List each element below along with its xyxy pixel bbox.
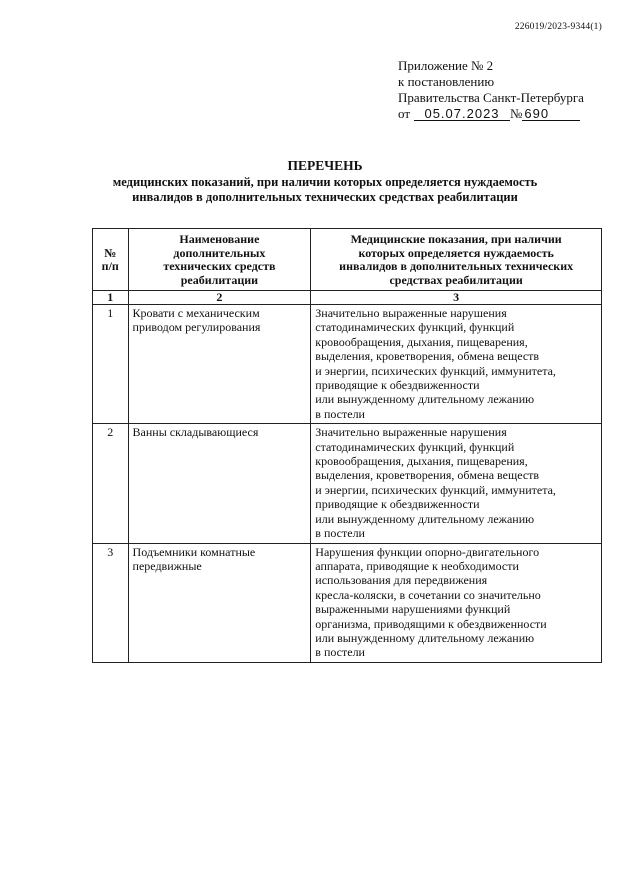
number-label: № [510, 106, 523, 121]
indication-line: приводящие к обездвиженности [315, 497, 480, 512]
indication-line: в постели [315, 645, 365, 660]
header-name-line: технических средств [163, 259, 276, 273]
row-number: 3 [93, 543, 129, 662]
aid-name-line: передвижные [132, 558, 202, 573]
indication-line: кресла-коляски, в сочетании со значительно [315, 587, 541, 602]
aid-name [128, 305, 311, 424]
aid-name-line: Ванны складывающиеся [132, 425, 259, 440]
indication-line: приводящие к обездвиженности [315, 378, 480, 393]
indication-line: Значительно выраженные нарушения [315, 425, 507, 440]
indication-line: Нарушения функции опорно-двигательного [315, 544, 540, 559]
aid-name-line: Кровати с механическим [132, 306, 260, 320]
document-number: 226019/2023-9344(1) [514, 22, 602, 32]
indication-line: кровообращения, дыхания, пищеварения, [315, 454, 528, 469]
indication-line: аппарата, приводящие к необходимости [315, 558, 519, 573]
indication-line: выделения, кроветворения, обмена веществ [315, 468, 540, 483]
header-name-line: реабилитации [180, 272, 259, 287]
indication-line: или вынужденному длительному лежанию [315, 392, 535, 407]
indication-line: использования для передвижения [315, 573, 488, 588]
appendix-date-line [398, 106, 598, 122]
title-main: ПЕРЕЧЕНЬ [287, 158, 363, 173]
header-number-line: № [104, 245, 117, 260]
indication-line: организма, приводящими к обездвиженности [315, 616, 547, 631]
header-indications-line: Медицинские показания, при наличии [350, 232, 562, 246]
appendix-line-2: к постановлению [398, 74, 495, 89]
appendix-line-1: Приложение № 2 [398, 58, 494, 73]
indication-line: Значительно выраженные нарушения [315, 306, 507, 320]
indication-line: или вынужденному длительному лежанию [315, 630, 535, 645]
column-number-row [93, 291, 602, 305]
medical-indications [311, 305, 602, 424]
appendix-line-3: Правительства Санкт-Петербурга [398, 90, 584, 105]
aid-name-line: Подъемники комнатные [132, 544, 256, 559]
table-row [93, 305, 602, 424]
document-title [90, 158, 560, 205]
from-label: от [398, 106, 411, 121]
indication-line: статодинамических функций, функций [315, 439, 515, 454]
indication-line: статодинамических функций, функций [315, 320, 515, 335]
table-row [93, 424, 602, 543]
indication-line: выраженными нарушениями функций [315, 602, 511, 617]
aid-name-line: приводом регулирования [132, 320, 261, 335]
medical-indications [311, 424, 602, 543]
header-number-line: п/п [101, 259, 119, 273]
indication-line: выделения, кроветворения, обмена веществ [315, 349, 540, 364]
column-number: 1 [93, 291, 129, 305]
aid-name [128, 543, 311, 662]
indications-table [92, 228, 602, 663]
row-number: 2 [93, 424, 129, 543]
header-name [128, 229, 311, 291]
indication-line: кровообращения, дыхания, пищеварения, [315, 334, 528, 349]
aid-name [128, 424, 311, 543]
header-name-line: дополнительных [173, 245, 266, 260]
title-line-1: медицинских показаний, при наличии которых определяется нуждаемость [112, 175, 538, 189]
decree-date: 05.07.2023 [414, 107, 510, 121]
header-indications [311, 229, 602, 291]
medical-indications [311, 543, 602, 662]
appendix-block [398, 58, 598, 122]
header-number [93, 229, 129, 291]
column-number: 3 [311, 291, 602, 305]
table-header-row [93, 229, 602, 291]
header-name-line: Наименование [179, 232, 260, 246]
title-line-2: инвалидов в дополнительных технических средствах реабилитации [132, 190, 518, 204]
indication-line: в постели [315, 526, 365, 541]
decree-number: 690 [522, 107, 580, 121]
header-indications-line: которых определяется нуждаемость [358, 245, 554, 260]
indication-line: или вынужденному длительному лежанию [315, 511, 535, 526]
indication-line: и энергии, психических функций, иммунитета, [315, 363, 556, 378]
table-row [93, 543, 602, 662]
indication-line: и энергии, психических функций, иммунитета, [315, 482, 556, 497]
row-number: 1 [93, 305, 129, 424]
indication-line: в постели [315, 406, 365, 421]
header-indications-line: средствах реабилитации [389, 272, 523, 287]
column-number: 2 [128, 291, 311, 305]
header-indications-line: инвалидов в дополнительных технических [339, 259, 574, 273]
